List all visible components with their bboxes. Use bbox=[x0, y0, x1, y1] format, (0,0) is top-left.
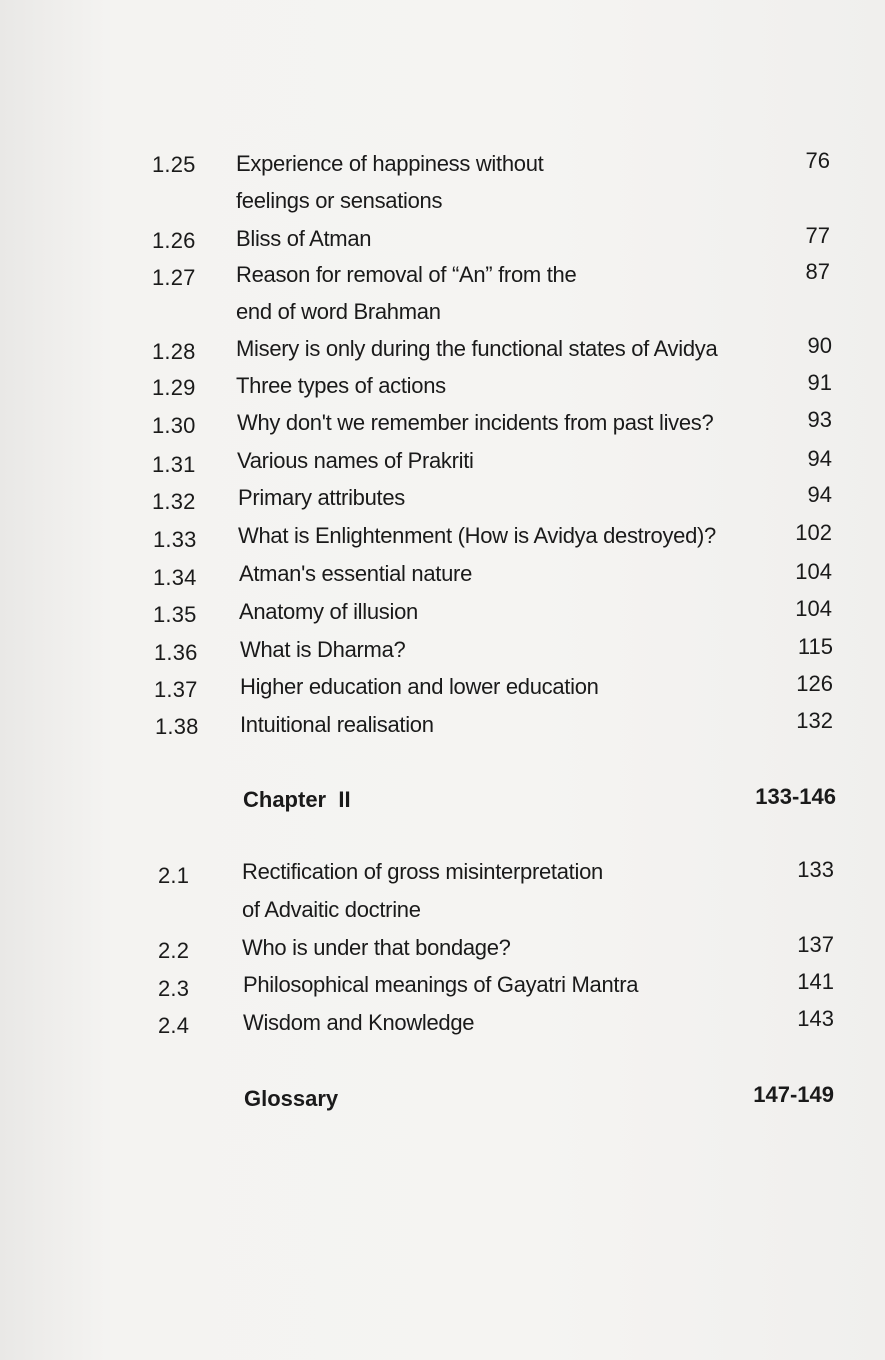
entry-number: 1.29 bbox=[152, 375, 196, 400]
entry-title: Why don't we remember incidents from past lives? bbox=[237, 410, 714, 435]
entry-number: 1.37 bbox=[154, 677, 198, 702]
entry-title: What is Enlightenment (How is Avidya destroyed)? bbox=[238, 523, 716, 548]
entry-number: 2.3 bbox=[158, 976, 190, 1001]
entry-title: Primary attributes bbox=[238, 485, 405, 510]
entry-title: Various names of Prakriti bbox=[237, 448, 474, 473]
entry-page: 137 bbox=[797, 932, 834, 957]
entry-number: 1.38 bbox=[155, 714, 199, 739]
entry-number: 2.2 bbox=[158, 938, 190, 963]
entry-title: Experience of happiness without bbox=[236, 151, 544, 176]
entry-page: 77 bbox=[805, 223, 830, 248]
entry-title: Higher education and lower education bbox=[240, 674, 599, 699]
entry-number: 1.31 bbox=[152, 452, 196, 477]
entry-number: 1.35 bbox=[153, 602, 197, 627]
entry-title: Wisdom and Knowledge bbox=[243, 1010, 475, 1035]
entry-number: 1.27 bbox=[152, 265, 196, 290]
chapter-page-range: 133-146 bbox=[755, 784, 836, 809]
entry-title-cont: feelings or sensations bbox=[236, 188, 443, 213]
entry-page: 115 bbox=[797, 634, 833, 659]
entry-title: Misery is only during the functional states of Avidya bbox=[236, 336, 718, 361]
entry-number: 2.4 bbox=[158, 1013, 190, 1038]
entry-page: 104 bbox=[795, 559, 832, 584]
entry-page: 104 bbox=[795, 596, 832, 621]
entry-number: 1.30 bbox=[152, 413, 196, 438]
entry-number: 1.33 bbox=[153, 527, 197, 552]
entry-number: 1.26 bbox=[152, 228, 196, 253]
entry-title: Anatomy of illusion bbox=[239, 599, 418, 624]
entry-title-cont: end of word Brahman bbox=[236, 299, 441, 324]
glossary-page-range: 147-149 bbox=[753, 1082, 834, 1107]
chapter-title: Chapter II bbox=[243, 787, 351, 812]
glossary-title: Glossary bbox=[244, 1086, 339, 1111]
entry-title: Atman's essential nature bbox=[239, 561, 473, 586]
entry-page: 76 bbox=[805, 148, 830, 173]
entry-title-cont: of Advaitic doctrine bbox=[242, 897, 421, 922]
entry-page: 132 bbox=[796, 708, 833, 733]
entry-page: 90 bbox=[807, 333, 832, 358]
entry-title: Three types of actions bbox=[236, 373, 446, 398]
entry-title: What is Dharma? bbox=[240, 637, 406, 662]
entry-title: Rectification of gross misinterpretation bbox=[242, 859, 603, 884]
entry-page: 126 bbox=[796, 671, 833, 696]
entry-page: 94 bbox=[807, 446, 832, 471]
entry-page: 91 bbox=[807, 370, 832, 395]
entry-page: 87 bbox=[805, 259, 830, 284]
entry-number: 1.25 bbox=[152, 152, 196, 177]
entry-number: 1.34 bbox=[153, 565, 197, 590]
entry-title: Bliss of Atman bbox=[236, 226, 372, 251]
entry-page: 143 bbox=[797, 1006, 834, 1031]
entry-number: 1.32 bbox=[152, 489, 196, 514]
entry-title: Intuitional realisation bbox=[240, 712, 434, 737]
entry-title: Who is under that bondage? bbox=[242, 935, 511, 960]
entry-page: 141 bbox=[797, 969, 834, 994]
entry-page: 93 bbox=[807, 407, 832, 432]
entry-number: 1.36 bbox=[154, 640, 198, 665]
entry-page: 94 bbox=[807, 482, 832, 507]
entry-title: Philosophical meanings of Gayatri Mantra bbox=[243, 972, 639, 997]
entry-page: 133 bbox=[797, 857, 834, 882]
entry-number: 1.28 bbox=[152, 339, 196, 364]
entry-page: 102 bbox=[795, 520, 832, 545]
entry-number: 2.1 bbox=[158, 863, 190, 888]
entry-title: Reason for removal of “An” from the bbox=[236, 262, 577, 287]
